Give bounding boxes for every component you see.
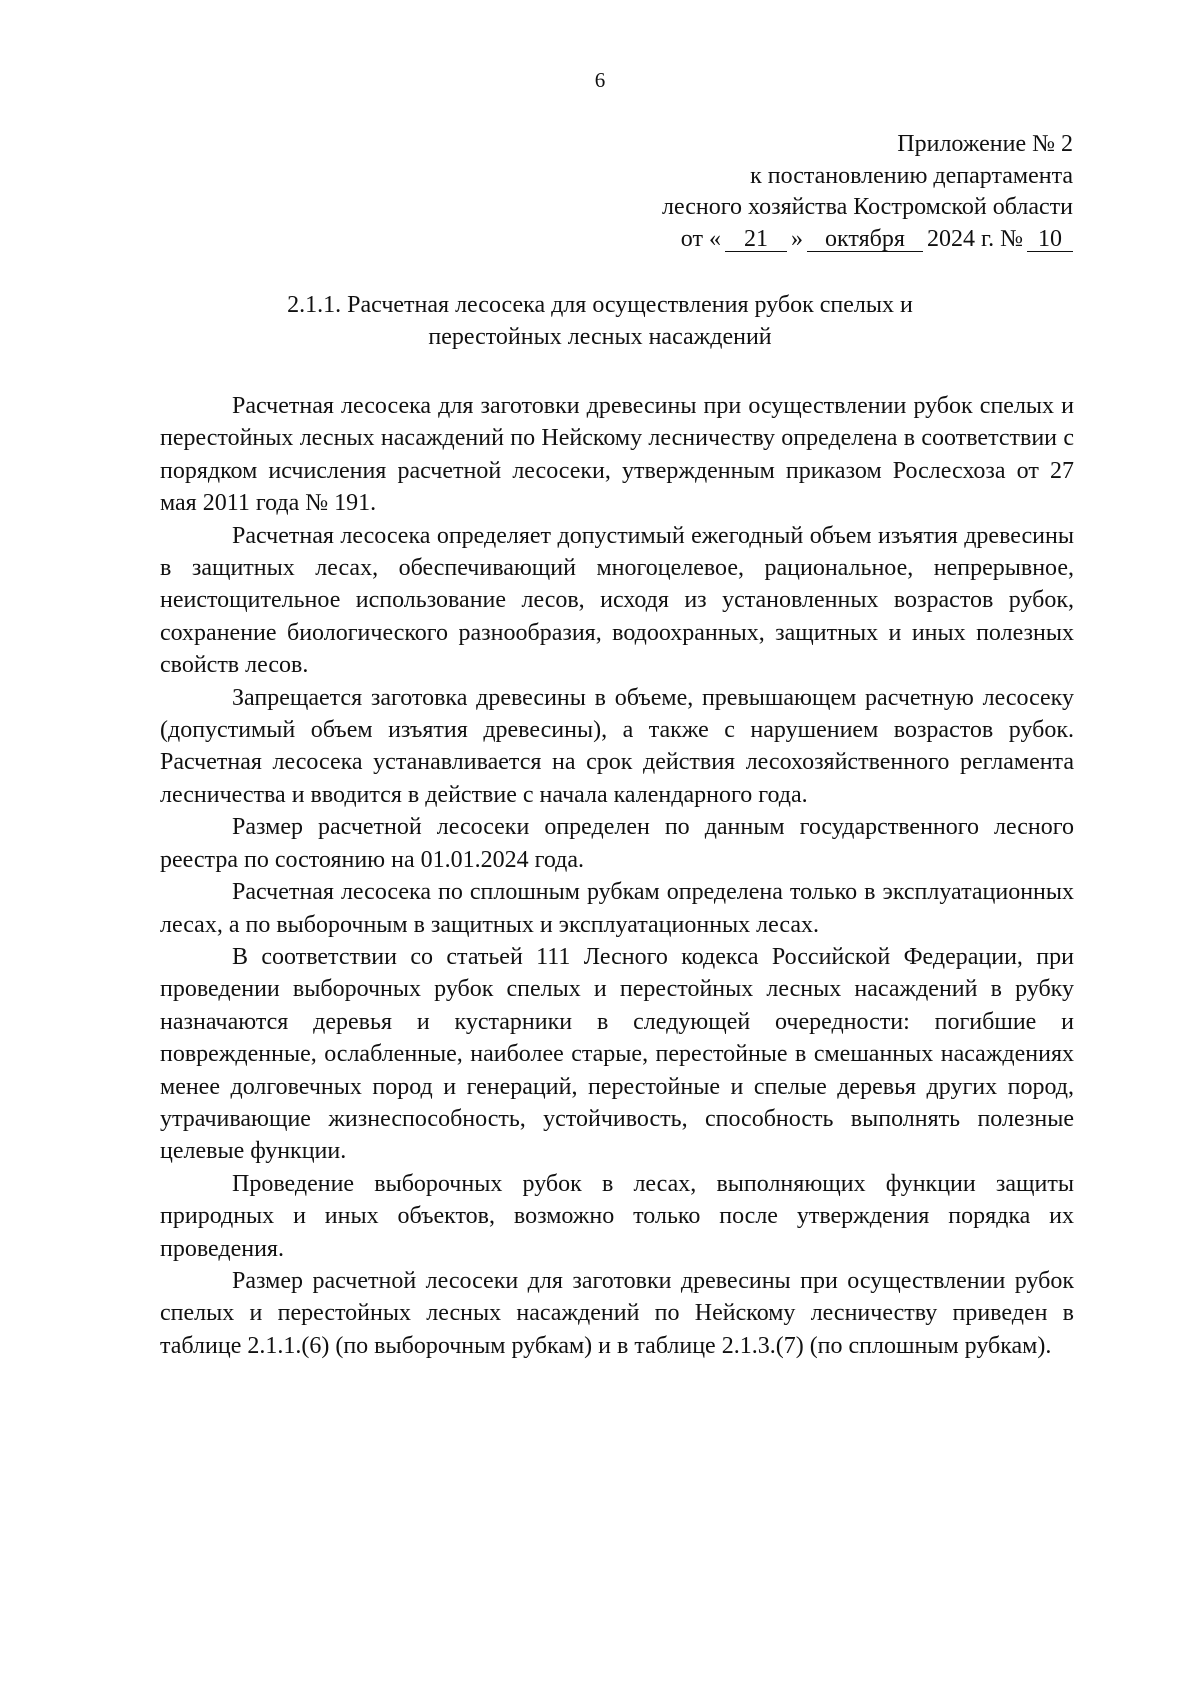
paragraph-7: Проведение выборочных рубок в лесах, выполняющих функции защиты природных и иных объектов, возможно только после утверждения порядка их проведения. bbox=[160, 1170, 1074, 1262]
paragraph-5: Расчетная лесосека по сплошным рубкам определена только в эксплуатационных лесах, а по выборочным в защитных и эксплуатационных лесах. bbox=[160, 879, 1074, 938]
paragraph-3: Запрещается заготовка древесины в объеме, превышающем расчетную лесосеку (допустимый объем изъятия древесины), а также с нарушением возрастов рубок. Расчетная лесосека устанавливается на срок действия лесохозяйственного регламента лесничества и вводится в действие с начала календарного года. bbox=[160, 684, 1074, 808]
paragraph-6: В соответствии со статьей 111 Лесного кодекса Российской Федерации, при проведении выборочных рубок спелых и перестойных лесных насаждений в рубку назначаются деревья и кустарники в следующей очередности: погибшие и поврежденные, ослабленные, наиболее старые, перестойные в смешанных насаждениях менее долговечных пород и генераций, перестойные и спелые деревья других пород, утрачивающие жизнеспособность, устойчивость, способность выполнять полезные целевые функции. bbox=[160, 943, 1074, 1165]
date-prefix: от « bbox=[680, 225, 721, 252]
date-year: 2024 г. № bbox=[926, 225, 1023, 252]
paragraph-4: Размер расчетной лесосеки определен по данным государственного лесного реестра по состоянию на 01.01.2024 года. bbox=[160, 814, 1074, 873]
annex-title: Приложение № 2 bbox=[897, 131, 1073, 157]
annex-line-3: лесного хозяйства Костромской области bbox=[662, 194, 1073, 220]
annex-date-line bbox=[662, 224, 1073, 256]
paragraph-8: Размер расчетной лесосеки для заготовки древесины при осуществлении рубок спелых и перестойных лесных насаждений по Нейскому лесничеству приведен в таблице 2.1.1.(6) (по выборочным рубкам) и в таблице 2.1.3.(7) (по сплошным рубкам). bbox=[160, 1267, 1074, 1359]
page-number: 6 bbox=[594, 68, 606, 92]
section-heading-line-2: перестойных лесных насаждений bbox=[428, 323, 772, 350]
annex-block bbox=[662, 129, 1073, 255]
date-quote-close: » bbox=[790, 225, 803, 252]
date-month: октября bbox=[807, 227, 923, 252]
date-day: 21 bbox=[725, 227, 787, 252]
paragraph-1: Расчетная лесосека для заготовки древесины при осуществлении рубок спелых и перестойных лесных насаждений по Нейскому лесничеству определена в соответствии с порядком исчисления расчетной лесосеки, утвержденным приказом Рослесхоза от 27 мая 2011 года № 191. bbox=[160, 393, 1074, 517]
paragraph-2: Расчетная лесосека определяет допустимый ежегодный объем изъятия древесины в защитных лесах, обеспечивающий многоцелевое, рациональное, непрерывное, неистощительное использование лесов, исходя из установленных возрастов рубок, сохранение биологического разнообразия, водоохранных, защитных и иных полезных свойств лесов. bbox=[160, 522, 1074, 679]
section-heading-line-1: 2.1.1. Расчетная лесосека для осуществления рубок спелых и bbox=[287, 292, 913, 318]
body-text bbox=[160, 390, 1074, 1362]
decree-number: 10 bbox=[1027, 227, 1073, 252]
section-heading bbox=[160, 290, 1040, 353]
annex-line-2: к постановлению департамента bbox=[750, 162, 1073, 189]
